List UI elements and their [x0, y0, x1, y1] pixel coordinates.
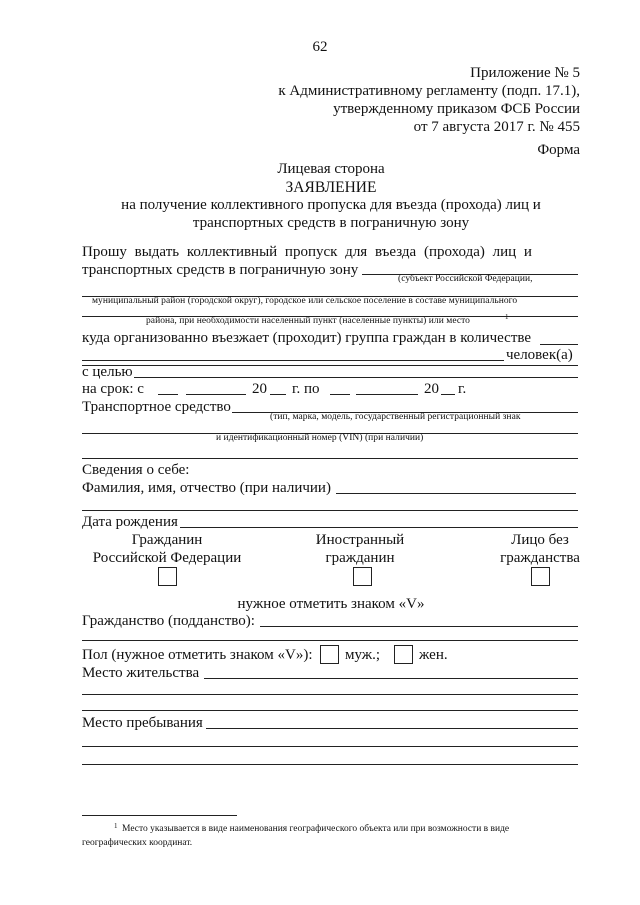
footnote-mark: 1 [505, 313, 509, 321]
hint-vehicle: (тип, марка, модель, государственный регистрационный знак [270, 412, 521, 422]
about-self-label: Сведения о себе: [82, 462, 190, 478]
request-line-2: транспортных средств в пограничную зону [82, 262, 359, 278]
to-label: г. по [292, 381, 320, 397]
stateless-checkbox[interactable] [531, 567, 550, 586]
birth-date-input-line[interactable] [180, 527, 578, 528]
from-year-line[interactable] [270, 394, 286, 395]
request-line-1: Прошу выдать коллективный пропуск для въезда (прохода) лиц и [82, 244, 532, 260]
footnote-number: 1 [114, 822, 118, 830]
male-checkbox[interactable] [320, 645, 339, 664]
vehicle-label: Транспортное средство [82, 399, 231, 415]
subtitle-line-2: транспортных средств в пограничную зону [192, 215, 470, 231]
purpose-input-line[interactable] [134, 377, 578, 378]
to-month-line[interactable] [356, 394, 418, 395]
persons-label: человек(а) [506, 347, 573, 363]
separator-line [82, 365, 578, 366]
document-title: ЗАЯВЛЕНИЕ [285, 179, 377, 196]
to-day-line[interactable] [330, 394, 350, 395]
from-month-line[interactable] [186, 394, 246, 395]
female-label: жен. [419, 647, 448, 663]
side-label: Лицевая сторона [277, 161, 385, 177]
appendix-line-4: от 7 августа 2017 г. № 455 [413, 119, 580, 135]
appendix-line-3: утвержденному приказом ФСБ России [333, 101, 580, 117]
full-name-continue-line[interactable] [82, 510, 578, 511]
appendix-line-1: Приложение № 5 [470, 65, 580, 81]
citizenship-label: Гражданство (подданство): [82, 613, 255, 629]
to-year-prefix: 20 [424, 381, 439, 397]
residence-line-3[interactable] [82, 710, 578, 711]
purpose-label: с целью [82, 364, 133, 380]
residence-label: Место жительства [82, 665, 200, 681]
col-citizen-rf-line1: Гражданин [131, 532, 203, 548]
from-day-line[interactable] [158, 394, 178, 395]
stay-line-3[interactable] [82, 764, 578, 765]
col-foreign-line2: гражданин [325, 550, 395, 566]
organized-entry-label: куда организованно въезжает (проходит) группа граждан в количестве [82, 330, 532, 346]
hint-subject: (субъект Российской Федерации, [398, 274, 533, 284]
gender-label: Пол (нужное отметить знаком «V»): [82, 647, 313, 663]
stay-line-2[interactable] [82, 746, 578, 747]
stay-input-line[interactable] [206, 728, 578, 729]
female-checkbox[interactable] [394, 645, 413, 664]
to-year-line[interactable] [441, 394, 455, 395]
citizenship-continue-line[interactable] [82, 640, 578, 641]
footnote-line-1: Место указывается в виде наименования географического объекта или при возможности в виде [122, 824, 510, 834]
hint-vin: и идентификационный номер (VIN) (при наличии) [216, 433, 424, 443]
year-end-label: г. [458, 381, 467, 397]
footnote-separator [82, 815, 237, 816]
hint-municipal: муниципальный район (городской округ), городское или сельское поселение в составе муниципального [92, 296, 518, 306]
residence-input-line[interactable] [204, 678, 578, 679]
citizen-rf-checkbox[interactable] [158, 567, 177, 586]
col-stateless-line1: Лицо без [511, 532, 569, 548]
male-label: муж.; [345, 647, 381, 663]
foreign-checkbox[interactable] [353, 567, 372, 586]
term-label: на срок: с [82, 381, 144, 397]
blank-line-1[interactable] [82, 458, 578, 459]
from-year-prefix: 20 [252, 381, 267, 397]
citizenship-input-line[interactable] [260, 626, 578, 627]
residence-line-2[interactable] [82, 694, 578, 695]
subtitle-line-1: на получение коллективного пропуска для въезда (прохода) лиц и [121, 197, 541, 213]
hint-district: района, при необходимости населенный пункт (населенные пункты) или место [146, 316, 470, 326]
count-continue-line[interactable] [82, 360, 504, 361]
mark-note: нужное отметить знаком «V» [237, 596, 425, 612]
appendix-line-2: к Административному регламенту (подп. 17.1), [278, 83, 580, 99]
col-stateless-line2: гражданства [500, 550, 580, 566]
count-input-line[interactable] [540, 344, 578, 345]
birth-date-label: Дата рождения [82, 514, 178, 530]
full-name-label: Фамилия, имя, отчество (при наличии) [82, 480, 331, 496]
col-citizen-rf-line2: Российской Федерации [92, 550, 242, 566]
stay-label: Место пребывания [82, 715, 203, 731]
col-foreign-line1: Иностранный [315, 532, 405, 548]
form-label: Форма [537, 142, 580, 158]
footnote-line-2: географических координат. [82, 838, 193, 848]
page-number: 62 [312, 39, 328, 55]
full-name-input-line[interactable] [336, 493, 576, 494]
